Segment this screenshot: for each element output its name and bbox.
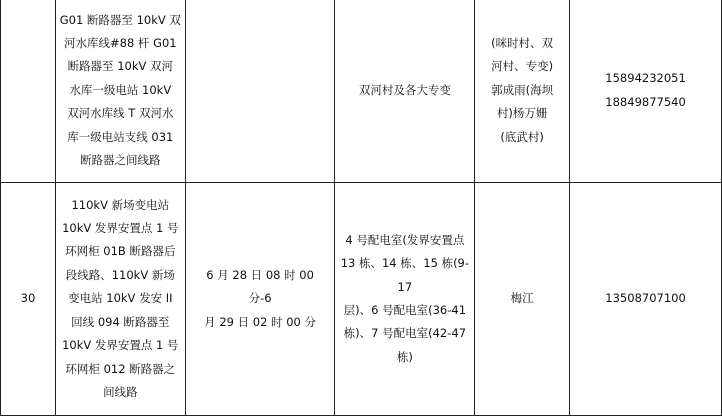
outage-time-cell (185, 0, 335, 183)
contact-person-cell: (咪时村、双 河村、专变) 郭成雨(海坝 村)杨万姗 (底武村) (475, 0, 570, 183)
affected-area-cell: 双河村及各大专变 (335, 0, 475, 183)
outage-section-cell: 110kV 新场变电站 10kV 发界安置点 1 号 环网柜 01B 断路器后 段线路、110kV 新场 变电站 10kV 发安 II 回线 094 断路器至 10kV 发界安置点 1 号 环网柜 012 断路器之 间线路 (55, 183, 185, 416)
row-number-cell (1, 0, 56, 183)
outage-time-cell: 6 月 28 日 08 时 00 分-6 月 29 日 02 时 00 分 (185, 183, 335, 416)
row-number-cell: 30 (1, 183, 56, 416)
phone-number-cell: 15894232051 18849877540 (570, 0, 722, 183)
outage-section-cell: G01 断路器至 10kV 双 河水库线#88 杆 G01 断路器至 10kV 双河 水库一级电站 10kV 双河水库线 T 双河水 库一级电站支线 031 断路器之间线路 (55, 0, 185, 183)
phone-number-cell: 13508707100 (570, 183, 722, 416)
table-row (1, 183, 722, 416)
table-row (1, 0, 722, 183)
contact-person-cell: 梅江 (475, 183, 570, 416)
affected-area-cell: 4 号配电室(发界安置点 13 栋、14 栋、15 栋(9-17 层)、6 号配电室(36-41 栋)、7 号配电室(42-47 栋) (335, 183, 475, 416)
